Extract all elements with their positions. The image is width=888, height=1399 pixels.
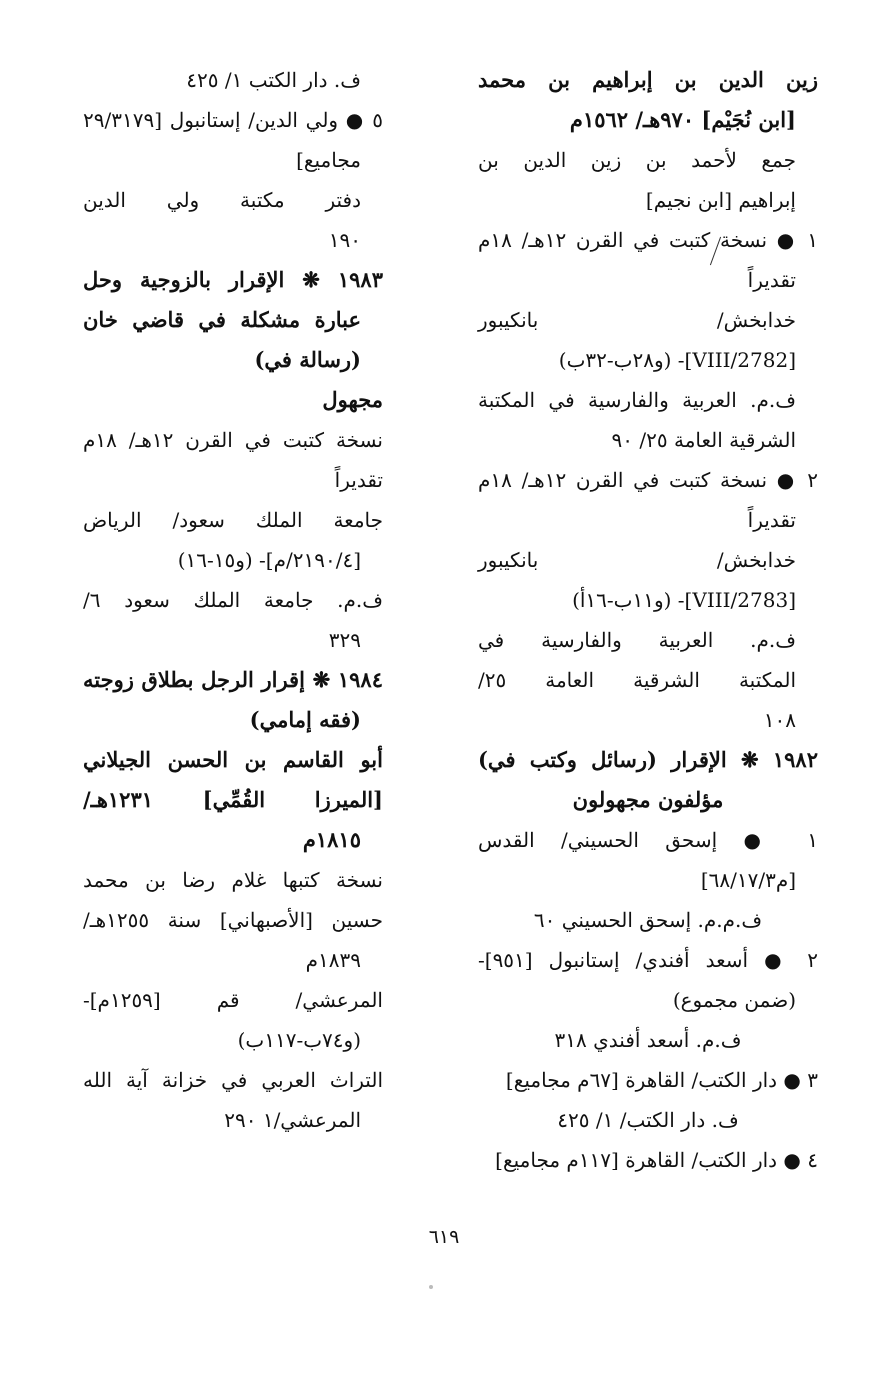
left-column-line: (فقه إمامي): [249, 707, 361, 732]
right-column-line: [ابن نُجَيْم] ٩٧٠هـ/ ١٥٦٢م: [569, 107, 796, 132]
right-column-line: ٤ ● دار الكتب/ القاهرة [١١٧م مجاميع]: [495, 1148, 818, 1172]
left-column-line: المرعشي/١ ٢٩٠: [224, 1108, 361, 1132]
left-column-line: جامعة الملك سعود/ الرياض: [83, 508, 383, 532]
left-column-line: ف. دار الكتب ١/ ٤٢٥: [186, 68, 361, 92]
right-column-line: ف.م. العربية والفارسية في المكتبة: [478, 388, 796, 412]
left-column-line: نسخة كتبت في القرن ١٢هـ/ ١٨م: [83, 428, 383, 452]
right-column: [478, 60, 818, 1180]
right-column-line: [2783/VIII]- (و١١ب-١٦أ): [572, 588, 796, 612]
left-column-line: ف.م. جامعة الملك سعود ٦/: [83, 588, 383, 612]
right-column-line: ف. دار الكتب/ ١/ ٤٢٥: [557, 1108, 739, 1132]
right-column-line: زين الدين بن إبراهيم بن محمد: [478, 67, 818, 92]
left-column-line: [٢١٩٠/٤/م]- (و١٥-١٦): [177, 548, 361, 572]
left-column-line: ١٨١٥م: [302, 827, 361, 852]
left-column: [83, 60, 383, 1140]
left-column-line: [الميرزا القُمِّي] ١٢٣١هـ/: [83, 787, 383, 812]
left-column-line: ١٨٣٩م: [305, 948, 361, 972]
left-column-line: التراث العربي في خزانة آية الله: [83, 1068, 383, 1092]
left-column-line: نسخة كتبها غلام رضا بن محمد: [83, 868, 383, 892]
left-column-line: ١٩٠: [328, 228, 361, 252]
left-column-line: المرعشي/ قم [١٢٥٩م]-: [83, 988, 383, 1012]
left-column-line: عبارة مشكلة في قاضي خان: [83, 307, 361, 332]
right-column-line: ١٠٨: [763, 708, 796, 732]
right-column-line: جمع لأحمد بن زين الدين بن: [478, 148, 796, 172]
left-column-line: مجهول: [322, 387, 383, 412]
left-column-line: ١٩٨٤ ❋ إقرار الرجل بطلاق زوجته: [83, 667, 383, 692]
left-column-line: حسين [الأصبهاني] سنة ١٢٥٥هـ/: [83, 908, 383, 932]
right-column-line: خدابخش/ بانكيبور: [478, 308, 796, 332]
right-column-line: ١ ● نسخة كتبت في القرن ١٢هـ/ ١٨م: [478, 228, 818, 252]
right-column-line: (ضمن مجموع): [672, 988, 796, 1012]
left-column-line: مجاميع]: [296, 148, 361, 172]
right-column-line: تقديراً: [747, 508, 796, 532]
right-column-line: ١ ● إسحق الحسيني/ القدس: [478, 828, 818, 852]
right-column-line: ٢ ● أسعد أفندي/ إستانبول [٩٥١]-: [478, 948, 818, 972]
right-column-line: ٢ ● نسخة كتبت في القرن ١٢هـ/ ١٨م: [478, 468, 818, 492]
left-column-line: (و٧٤ب-١١٧ب): [237, 1028, 361, 1052]
left-column-line: تقديراً: [334, 468, 383, 492]
right-column-line: الشرقية العامة ٢٥/ ٩٠: [611, 428, 796, 452]
left-column-line: ١٩٨٣ ❋ الإقرار بالزوجية وحل: [83, 267, 383, 292]
left-column-line: (رسالة في): [254, 347, 361, 372]
right-column-line: ف.م. العربية والفارسية في: [478, 628, 796, 652]
left-column-line: ٣٢٩: [328, 628, 361, 652]
right-column-line: ١٩٨٢ ❋ الإقرار (رسائل وكتب في): [478, 747, 818, 772]
scan-dot: [429, 1285, 433, 1289]
right-column-line: ف.م. أسعد أفندي ٣١٨: [554, 1028, 742, 1052]
right-column-line: مؤلفون مجهولون: [572, 787, 724, 812]
left-column-line: أبو القاسم بن الحسن الجيلاني: [83, 747, 383, 772]
right-column-line: ف.م.م. إسحق الحسيني ٦٠: [533, 908, 763, 932]
right-column-line: ٣ ● دار الكتب/ القاهرة [٦٧م مجاميع]: [505, 1068, 818, 1092]
left-column-line: دفتر مكتبة ولي الدين: [83, 188, 361, 212]
right-column-line: تقديراً: [747, 268, 796, 292]
right-column-line: [2782/VIII]- (و٢٨ب-٣٢ب): [558, 348, 796, 372]
page-number: ٦١٩: [428, 1226, 460, 1248]
right-column-line: خدابخش/ بانكيبور: [478, 548, 796, 572]
right-column-line: المكتبة الشرقية العامة ٢٥/: [478, 668, 796, 692]
right-column-line: [م٦٨/١٧/٣]: [700, 868, 796, 892]
right-column-line: إبراهيم [ابن نجيم]: [645, 188, 796, 212]
left-column-line: ٥ ● ولي الدين/ إستانبول [٢٩/٣١٧٩: [83, 108, 383, 132]
